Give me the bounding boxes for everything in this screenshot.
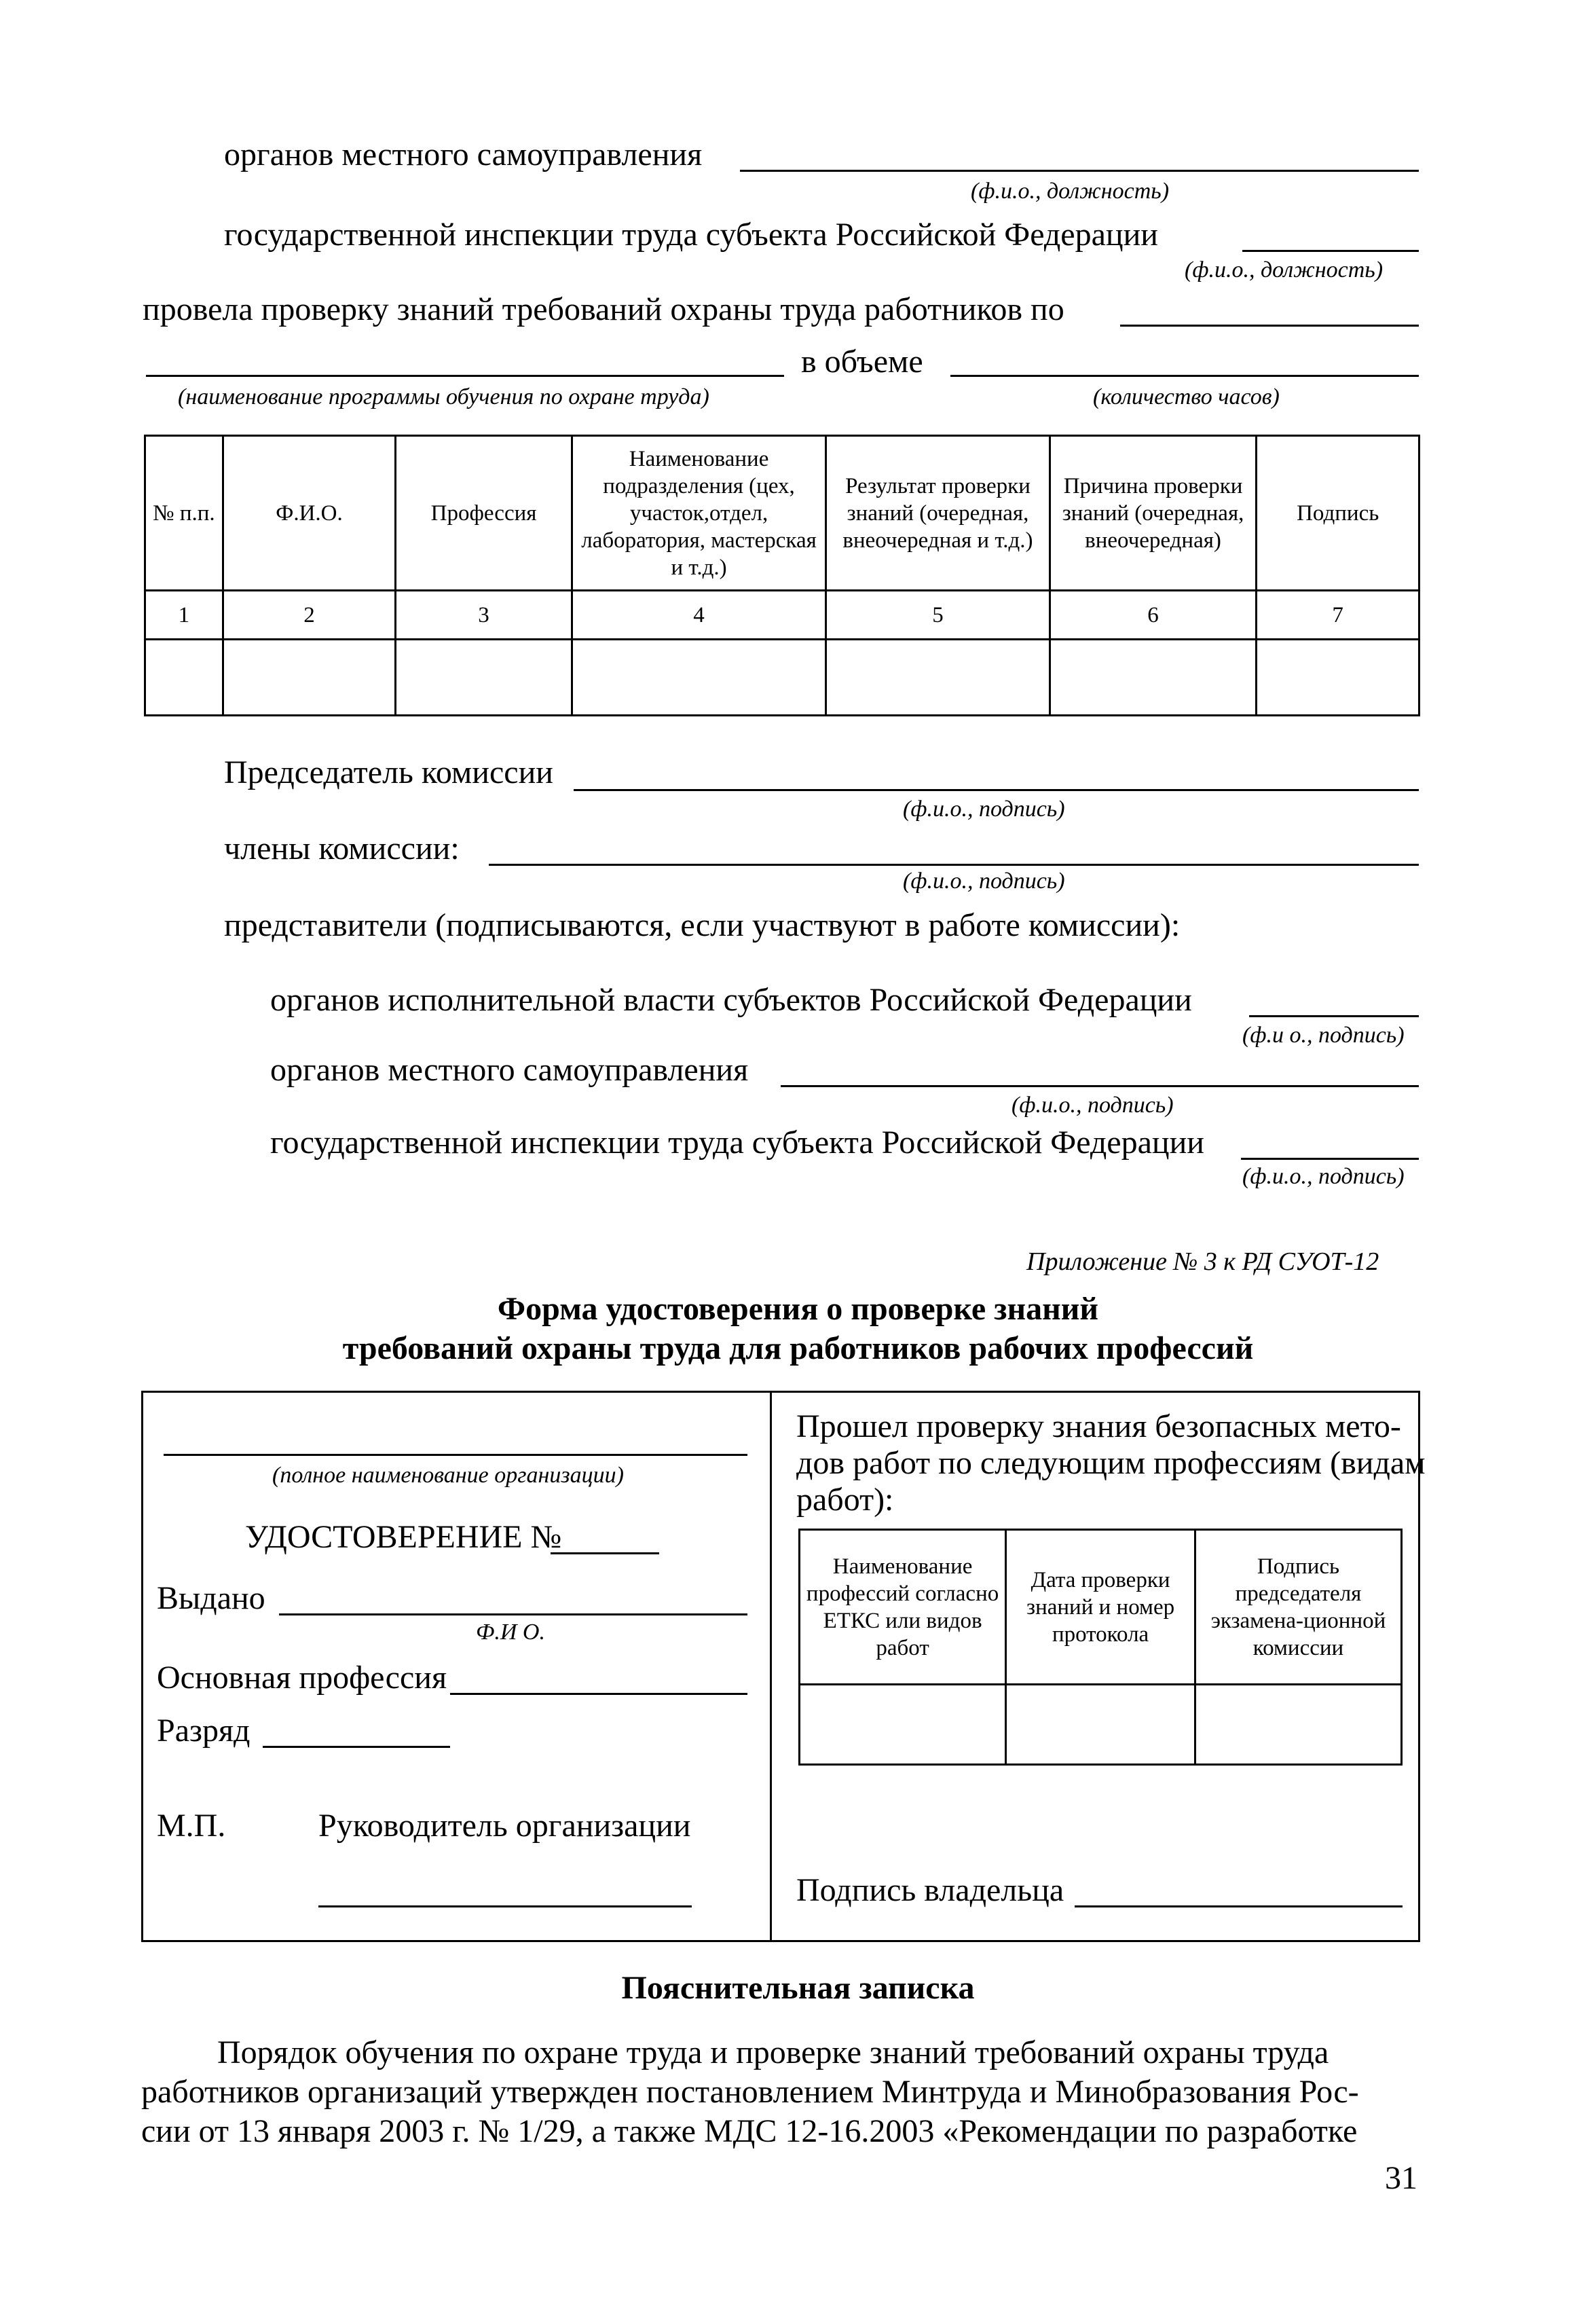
- caption-fio-sign: (ф.и.о., подпись): [903, 869, 1065, 894]
- caption-fio-sign: (ф.и.о., подпись): [1012, 1093, 1174, 1118]
- volume-label: в объеме: [801, 344, 923, 380]
- program-fill-line[interactable]: [146, 375, 784, 377]
- state-inspection-sign-fill-line[interactable]: [1241, 1158, 1419, 1160]
- state-inspection-label: государственной инспекции труда субъекта Российской Федерации: [224, 217, 1158, 253]
- caption-fio: Ф.И О.: [476, 1620, 545, 1645]
- head-of-org-label: Руководитель организации: [318, 1808, 691, 1844]
- caption-fio-sign: (ф.и о., подпись): [1242, 1023, 1405, 1048]
- check-line-label: провела проверку знаний требований охраны труда работников по: [143, 291, 1064, 327]
- main-profession-label: Основная профессия: [157, 1660, 447, 1696]
- column-number: 1: [145, 591, 223, 640]
- owner-signature-label: Подпись владельца: [796, 1872, 1064, 1908]
- column-number: 4: [572, 591, 825, 640]
- grade-fill-line[interactable]: [263, 1746, 450, 1748]
- table-header-row: [145, 436, 1419, 591]
- empty-cell[interactable]: [800, 1685, 1006, 1765]
- appendix-label: Приложение № 3 к РД СУОТ-12: [1026, 1247, 1379, 1276]
- column-number: 6: [1050, 591, 1257, 640]
- empty-cell[interactable]: [396, 640, 572, 716]
- local-gov-label: органов местного самоуправления: [224, 136, 703, 172]
- table-empty-row[interactable]: [145, 640, 1419, 716]
- header-cell: Наименование подразделения (цех, участок,отдел, лаборатория, мастерская и т.д.): [572, 436, 825, 591]
- professions-table: [798, 1529, 1403, 1766]
- cert-number-label: УДОСТОВЕРЕНИЕ №: [245, 1519, 562, 1555]
- header-cell: Подпись: [1257, 436, 1419, 591]
- empty-cell[interactable]: [826, 640, 1050, 716]
- local-gov-sign-fill-line[interactable]: [781, 1085, 1419, 1087]
- grade-label: Разряд: [157, 1713, 250, 1749]
- certificate-frame: [141, 1391, 1426, 1942]
- passed-text-line2: дов работ по следующим профессиям (видам: [796, 1445, 1426, 1481]
- empty-cell[interactable]: [145, 640, 223, 716]
- column-number: 2: [223, 591, 395, 640]
- check-line-fill[interactable]: [1120, 325, 1419, 327]
- local-gov-sign-label: органов местного самоуправления: [270, 1052, 749, 1088]
- org-name-fill-line[interactable]: [164, 1454, 747, 1456]
- appendix-title-line1: Форма удостоверения о проверке знаний: [497, 1291, 1099, 1327]
- inner-header-cell: Наименование профессий согласно ЕТКС или видов работ: [800, 1530, 1006, 1685]
- hours-fill-line[interactable]: [950, 375, 1419, 377]
- caption-org-name: (полное наименование организации): [272, 1463, 624, 1488]
- table-number-row: [145, 591, 1419, 640]
- column-number: 5: [826, 591, 1050, 640]
- appendix-title-line2: требований охраны труда для работников рабочих профессий: [342, 1330, 1254, 1366]
- caption-hours: (количество часов): [1093, 384, 1280, 409]
- local-gov-fill-line[interactable]: [740, 170, 1419, 172]
- header-cell: Результат проверки знаний (очередная, внеочередная и т.д.): [826, 436, 1050, 591]
- main-profession-fill-line[interactable]: [450, 1693, 747, 1695]
- caption-fio-position: (ф.и.о., должность): [1185, 257, 1384, 282]
- owner-signature-fill-line[interactable]: [1075, 1905, 1403, 1907]
- cert-number-fill-line[interactable]: [551, 1552, 659, 1554]
- empty-cell[interactable]: [1050, 640, 1257, 716]
- inner-header-cell: Подпись председателя экзамена-ционной комиссии: [1195, 1530, 1401, 1685]
- caption-program: (наименование программы обучения по охране труда): [178, 384, 709, 409]
- issued-fill-line[interactable]: [279, 1613, 747, 1615]
- note-title: Пояснительная записка: [621, 1970, 975, 2006]
- header-cell: Профессия: [396, 436, 572, 591]
- exec-power-label: органов исполнительной власти субъектов Российской Федерации: [270, 982, 1192, 1018]
- chairman-label: Председатель комиссии: [224, 754, 553, 790]
- empty-cell[interactable]: [1006, 1685, 1195, 1765]
- header-cell: Ф.И.О.: [223, 436, 395, 591]
- caption-fio-sign: (ф.и.о., подпись): [903, 797, 1065, 822]
- passed-text-line3: работ):: [796, 1482, 894, 1518]
- caption-fio-sign: (ф.и.о., подпись): [1242, 1164, 1405, 1189]
- note-line3: сии от 13 января 2003 г. № 1/29, а также МДС 12-16.2003 «Рекомендации по разработке: [141, 2113, 1358, 2149]
- members-fill-line[interactable]: [489, 864, 1419, 866]
- issued-label: Выдано: [157, 1580, 265, 1616]
- head-of-org-fill-line[interactable]: [318, 1905, 692, 1907]
- stamp-label: М.П.: [157, 1808, 226, 1844]
- column-number: 3: [396, 591, 572, 640]
- professions-header-row: [800, 1530, 1402, 1685]
- empty-cell[interactable]: [1257, 640, 1419, 716]
- state-inspection-fill-line[interactable]: [1242, 250, 1419, 252]
- chairman-fill-line[interactable]: [574, 789, 1419, 791]
- note-line1: Порядок обучения по охране труда и проверке знаний требований охраны труда: [217, 2034, 1329, 2070]
- caption-fio-position: (ф.и.о., должность): [971, 179, 1170, 204]
- column-number: 7: [1257, 591, 1419, 640]
- certificate-divider: [770, 1393, 772, 1940]
- header-cell: № п.п.: [145, 436, 223, 591]
- empty-cell[interactable]: [1195, 1685, 1401, 1765]
- state-inspection-sign-label: государственной инспекции труда субъекта Российской Федерации: [270, 1125, 1204, 1160]
- members-label: члены комиссии:: [224, 830, 460, 866]
- header-cell: Причина проверки знаний (очередная, внеочередная): [1050, 436, 1257, 591]
- professions-empty-row[interactable]: [800, 1685, 1402, 1765]
- empty-cell[interactable]: [223, 640, 395, 716]
- note-line2: работников организаций утвержден постановлением Минтруда и Минобразования Рос-: [141, 2074, 1359, 2110]
- inner-header-cell: Дата проверки знаний и номер протокола: [1006, 1530, 1195, 1685]
- page-number: 31: [1385, 2160, 1417, 2196]
- exec-power-fill-line[interactable]: [1249, 1015, 1419, 1017]
- empty-cell[interactable]: [572, 640, 825, 716]
- passed-text-line1: Прошел проверку знания безопасных мето-: [796, 1408, 1401, 1444]
- protocol-table: [144, 435, 1420, 716]
- representatives-label: представители (подписываются, если участвуют в работе комиссии):: [224, 907, 1181, 943]
